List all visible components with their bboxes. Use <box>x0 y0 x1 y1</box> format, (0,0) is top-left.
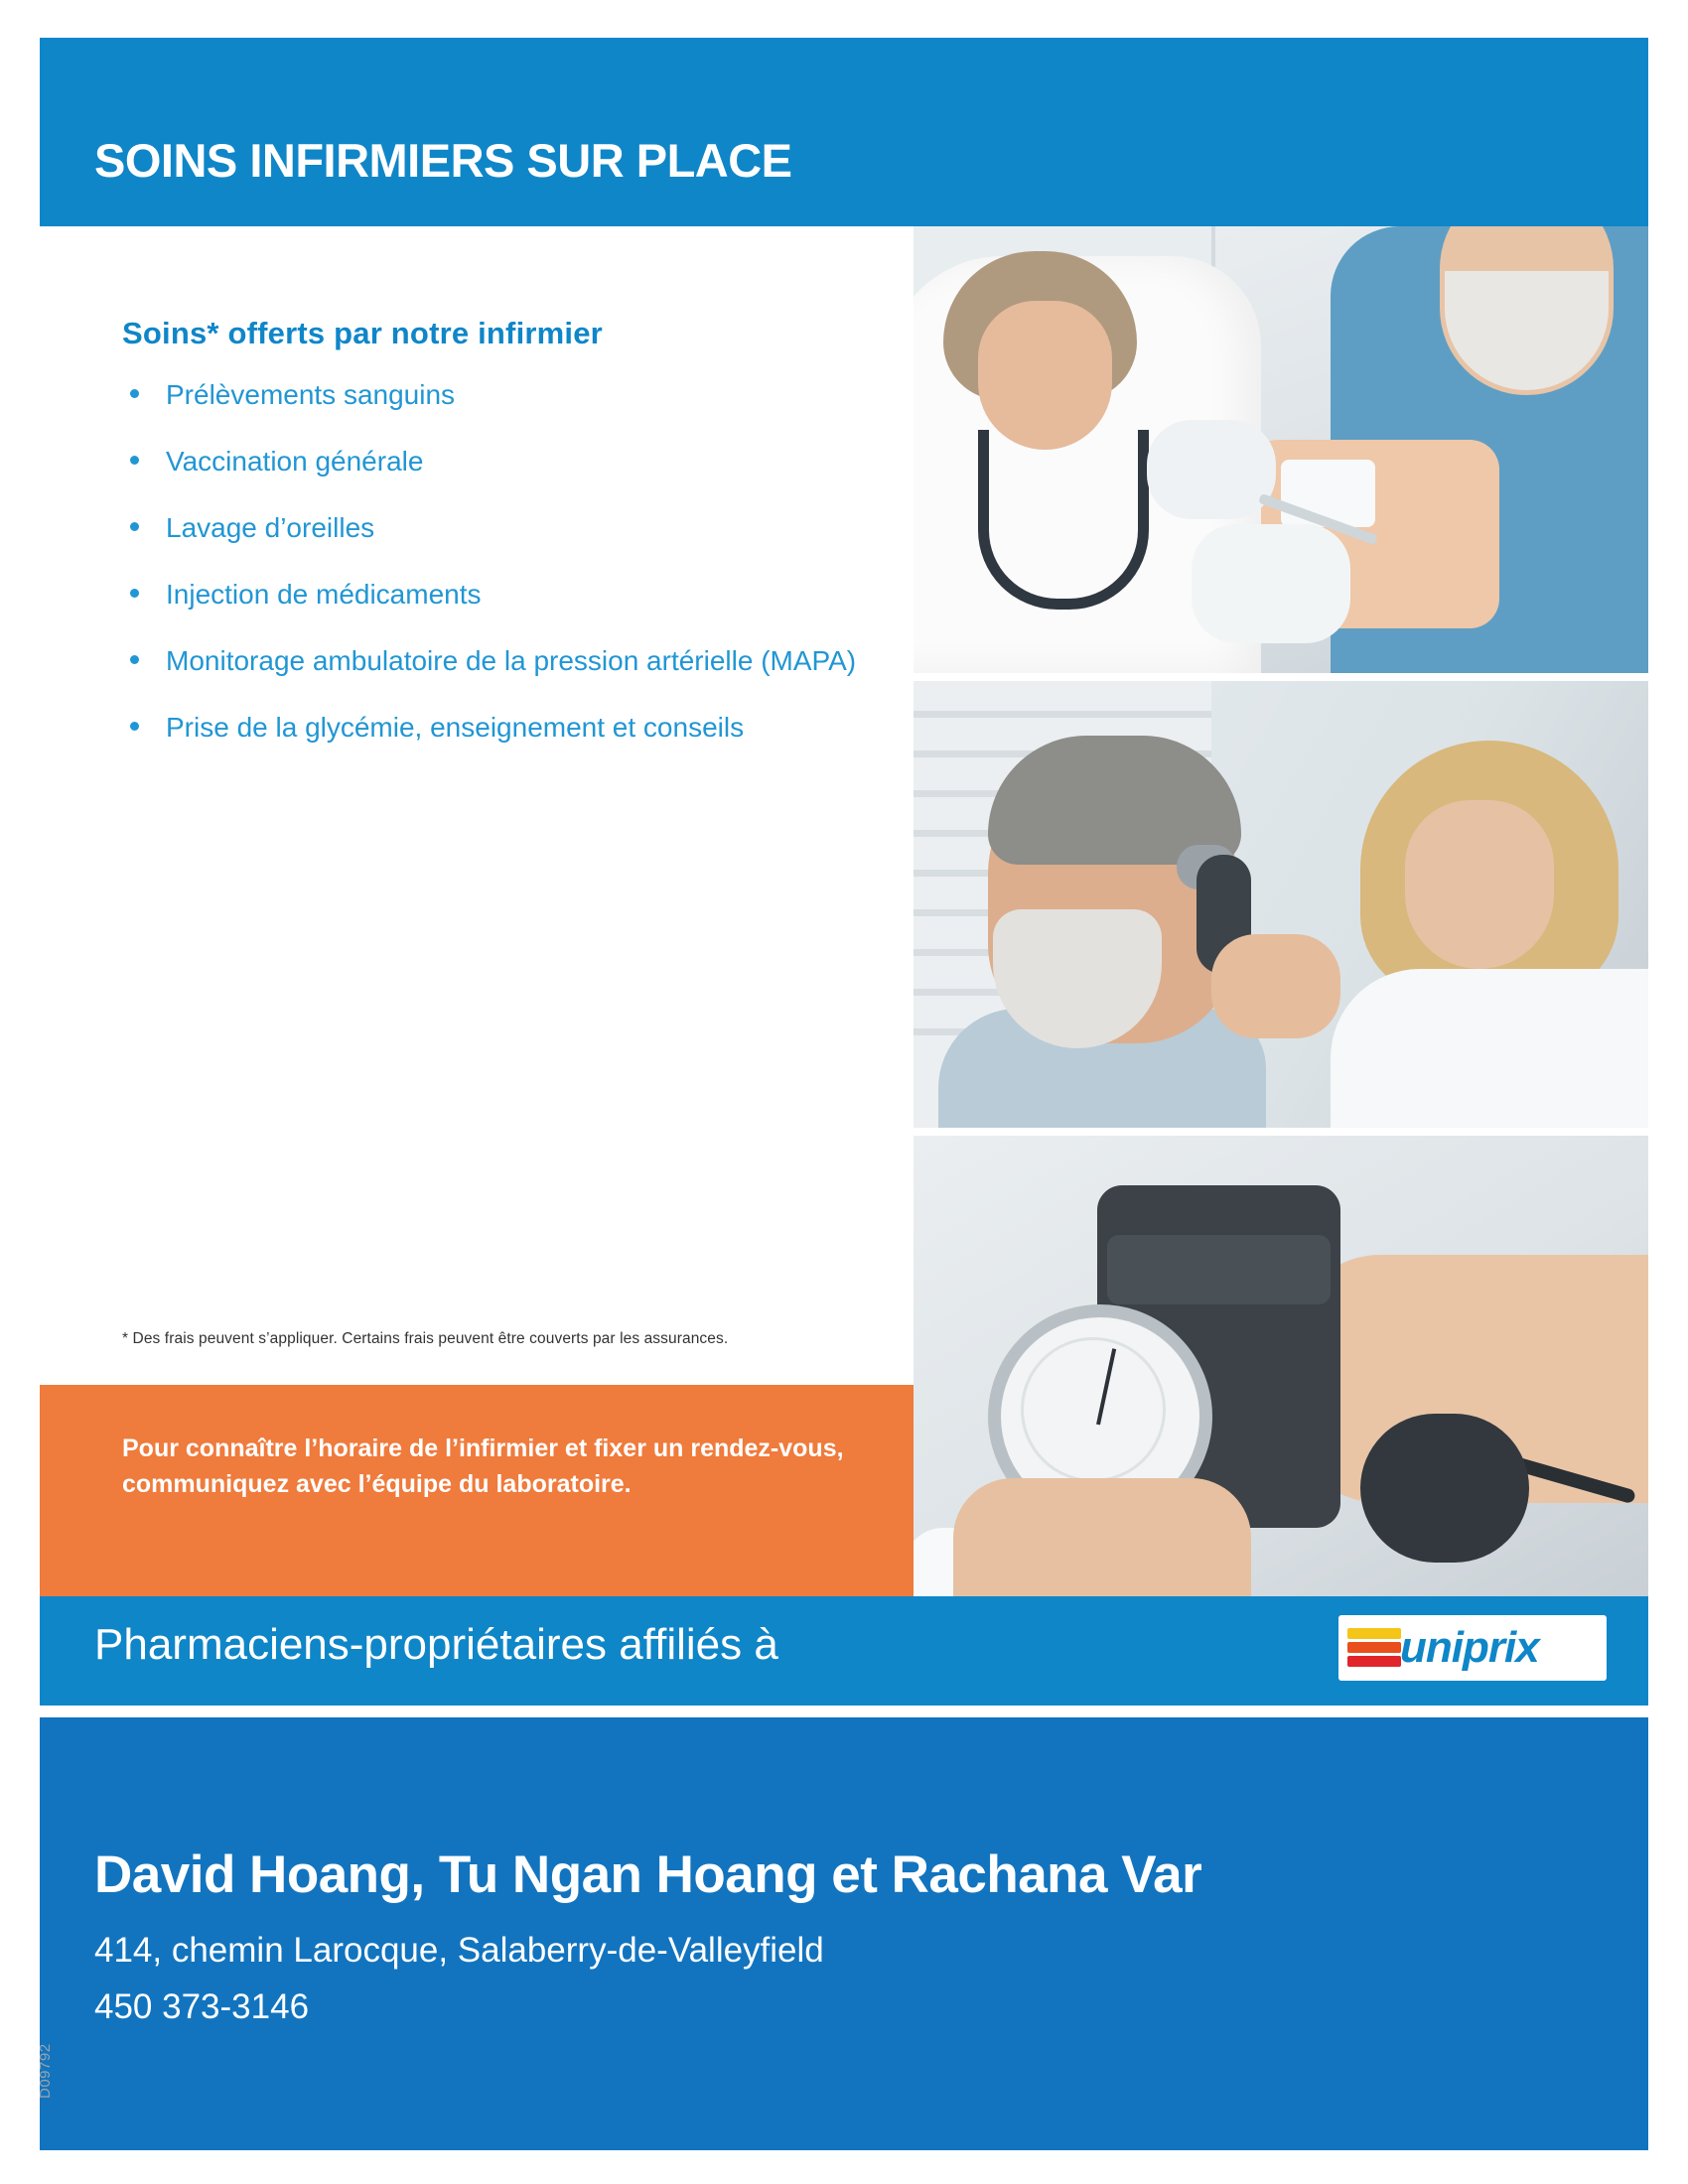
footer <box>40 1717 1648 2150</box>
vaccination-photo <box>914 226 1648 673</box>
photo-column <box>914 226 1648 1596</box>
logo-stripe-yellow <box>1347 1628 1401 1639</box>
list-item-label: Prise de la glycémie, enseignement et conseils <box>166 712 745 743</box>
list-item-label: Vaccination générale <box>166 446 424 477</box>
bp-cuff-band <box>1107 1235 1331 1304</box>
nurse-hand <box>1211 934 1340 1038</box>
poster <box>37 38 1648 2150</box>
list-item <box>122 510 857 545</box>
pharmacy-phone: 450 373-3146 <box>94 1987 310 2026</box>
affiliate-text: Pharmaciens-propriétaires affiliés à <box>94 1620 778 1669</box>
list-item-label: Monitorage ambulatoire de la pression artérielle (MAPA) <box>166 645 857 676</box>
services-subtitle: Soins* offerts par notre infirmier <box>122 316 603 350</box>
bullet-icon <box>130 456 139 465</box>
list-item <box>122 577 857 612</box>
nurse-face <box>1405 800 1554 969</box>
gauge-dial <box>1021 1337 1166 1482</box>
list-item <box>122 710 857 745</box>
callout-box <box>40 1385 914 1596</box>
nurse-hand <box>953 1478 1251 1596</box>
page-title: SOINS INFIRMIERS SUR PLACE <box>94 134 792 187</box>
affiliate-band <box>40 1596 1648 1706</box>
blood-pressure-photo <box>914 1136 1648 1596</box>
logo-stripe-orange <box>1347 1642 1401 1653</box>
nurse-coat <box>1331 969 1648 1128</box>
services-list <box>122 377 857 776</box>
document-code: D09792 <box>37 2043 54 2099</box>
bullet-icon <box>130 522 139 531</box>
services-footnote: * Des frais peuvent s’appliquer. Certains frais peuvent être couverts par les assurances. <box>122 1330 729 1347</box>
bullet-icon <box>130 589 139 598</box>
divider <box>40 1706 1648 1717</box>
list-item <box>122 444 857 478</box>
pharmacy-address: 414, chemin Larocque, Salaberry-de-Valleyfield <box>94 1931 824 1970</box>
bullet-icon <box>130 722 139 731</box>
bullet-icon <box>130 655 139 664</box>
blind-slat <box>914 711 1211 718</box>
logo-stripe-red <box>1347 1656 1401 1667</box>
list-item <box>122 377 857 412</box>
callout-text: Pour connaître l’horaire de l’infirmier et fixer un rendez-vous, communiquez avec l’équipe du laboratoire. <box>122 1434 844 1498</box>
uniprix-logo <box>1338 1615 1607 1681</box>
logo-stripes-icon <box>1347 1628 1401 1668</box>
bp-bulb <box>1360 1414 1529 1563</box>
nurse-face <box>978 301 1112 450</box>
list-item-label: Prélèvements sanguins <box>166 379 456 410</box>
ear-exam-photo <box>914 681 1648 1128</box>
logo-wordmark: uniprix <box>1400 1623 1539 1672</box>
list-item-label: Injection de médicaments <box>166 579 482 610</box>
header-bar <box>40 38 1648 226</box>
list-item <box>122 643 857 678</box>
nurse-glove <box>1192 524 1350 643</box>
list-item-label: Lavage d’oreilles <box>166 512 375 543</box>
stethoscope-icon <box>978 430 1149 610</box>
bullet-icon <box>130 389 139 398</box>
pharmacists-name: David Hoang, Tu Ngan Hoang et Rachana Var <box>94 1845 1202 1904</box>
nurse-glove-upper <box>1147 420 1276 519</box>
